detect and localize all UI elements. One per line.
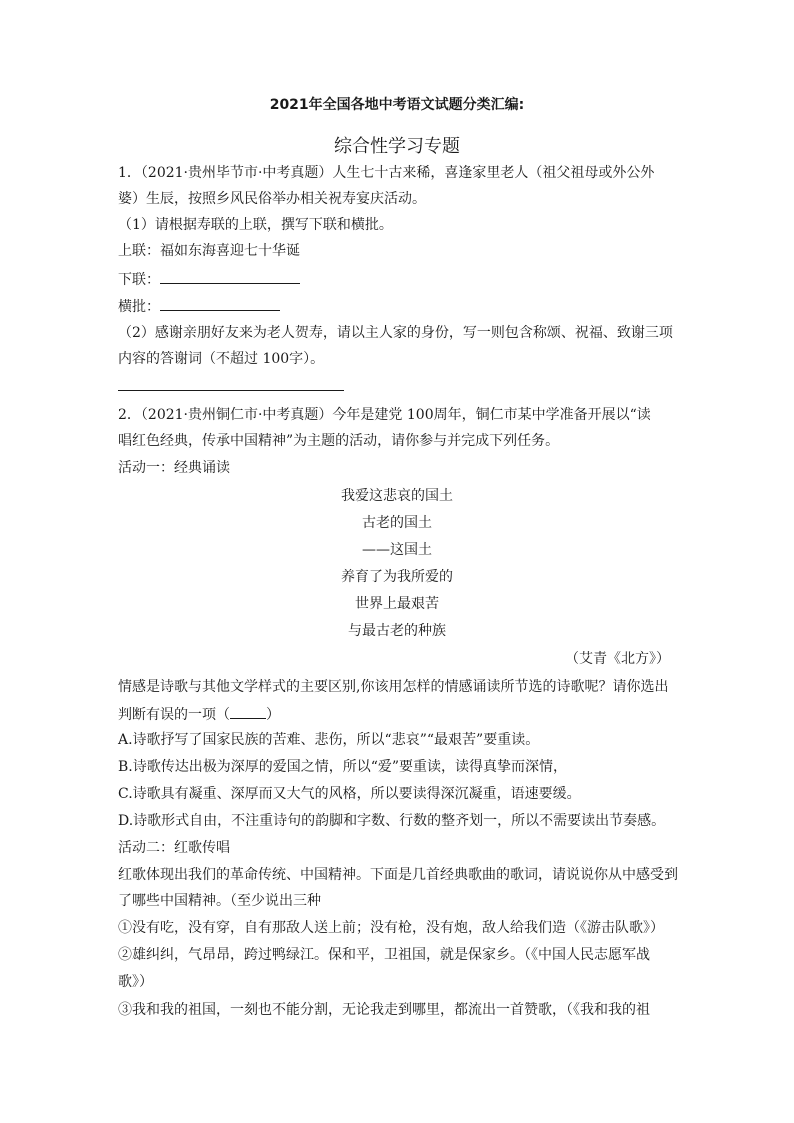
answer-line[interactable] — [118, 390, 344, 391]
lyric-2-line1: ②雄纠纠，气昂昂，跨过鸭绿江。保和平，卫祖国，就是保家乡。（《中国人民志愿军战 — [118, 947, 650, 963]
lyric-2-line2: 歌》） — [118, 974, 153, 990]
document-title: 2021年全国各地中考语文试题分类汇编: — [269, 97, 525, 113]
q2-stem-line2: 唱红色经典，传承中国精神”为主题的活动，请你参与并完成下列任务。 — [118, 433, 560, 449]
document-subtitle: 综合性学习专题 — [334, 136, 460, 157]
answer-blank[interactable] — [230, 704, 266, 719]
activity2-heading: 活动二：红歌传唱 — [118, 840, 230, 856]
prompt-text: 判断有误的一项（ — [118, 707, 230, 723]
q1-stem-line1: 1．（2021·贵州毕节市·中考真题）人生七十古来稀，喜逢家里老人（祖父祖母或外公外 — [118, 165, 655, 181]
banner-label: 横批： — [118, 299, 160, 315]
song-intro-line1: 红歌体现出我们的革命传统、中国精神。下面是几首经典歌曲的歌词，请说说你从中感受到 — [118, 867, 678, 883]
q2-prompt-line2 — [118, 704, 280, 724]
poem-line: 与最古老的种族 — [348, 623, 446, 639]
lower-couplet-blank[interactable] — [160, 269, 300, 284]
option-b: B.诗歌传达出极为深厚的爱国之情，所以“爱”要重读，读得真挚而深情， — [118, 759, 568, 775]
q1-stem-line2: 婆）生辰，按照乡风民俗举办相关祝寿宴庆活动。 — [118, 191, 426, 207]
poem-line: 我爱这悲哀的国土 — [341, 488, 453, 504]
poem-line: ——这国土 — [362, 542, 432, 558]
q1-banner — [118, 296, 280, 316]
q1-lower-couplet — [118, 269, 300, 289]
poem-line: 古老的国土 — [362, 515, 432, 531]
q1-part1: （1）请根据寿联的上联，撰写下联和横批。 — [118, 217, 393, 233]
banner-blank[interactable] — [160, 296, 280, 311]
activity1-heading: 活动一：经典诵读 — [118, 460, 230, 476]
q1-part2-line2: 内容的答谢词（不超过 100字）。 — [118, 351, 325, 367]
lower-couplet-label: 下联： — [118, 272, 160, 288]
poem-line: 世界上最艰苦 — [355, 596, 439, 612]
poem-source: （艾青《北方》） — [565, 651, 670, 667]
song-intro-line2: 了哪些中国精神。（至少说出三种 — [118, 893, 321, 909]
q1-part2-line1: （2）感谢亲朋好友来为老人贺寿，请以主人家的身份，写一则包含称颂、祝福、致谢三项 — [118, 325, 673, 341]
poem-line: 养育了为我所爱的 — [341, 569, 453, 585]
q2-stem-line1: 2．（2021·贵州铜仁市·中考真题）今年是建党 100周年，铜仁市某中学准备开展以“读 — [118, 407, 651, 423]
option-c: C.诗歌具有凝重、深厚而又大气的风格，所以要读得深沉凝重，语速要缓。 — [118, 786, 581, 802]
option-a: A.诗歌抒写了国家民族的苦难、悲伤，所以“悲哀”“最艰苦”要重读。 — [118, 732, 540, 748]
q2-prompt-line1: 情感是诗歌与其他文学样式的主要区别,你该用怎样的情感诵读所节选的诗歌呢？请你选出 — [118, 679, 669, 695]
lyric-3: ③我和我的祖国，一刻也不能分割，无论我走到哪里，都流出一首赞歌，（《我和我的祖 — [118, 1002, 650, 1018]
option-d: D.诗歌形式自由，不注重诗句的韵脚和字数、行数的整齐划一，所以不需要读出节奏感。 — [118, 813, 666, 829]
q1-upper-couplet: 上联：福如东海喜迎七十华诞 — [118, 243, 300, 259]
lyric-1: ①没有吃，没有穿，自有那敌人送上前；没有枪，没有炮，敌人给我们造（《游击队歌》） — [118, 920, 664, 936]
prompt-close: ） — [266, 707, 280, 723]
